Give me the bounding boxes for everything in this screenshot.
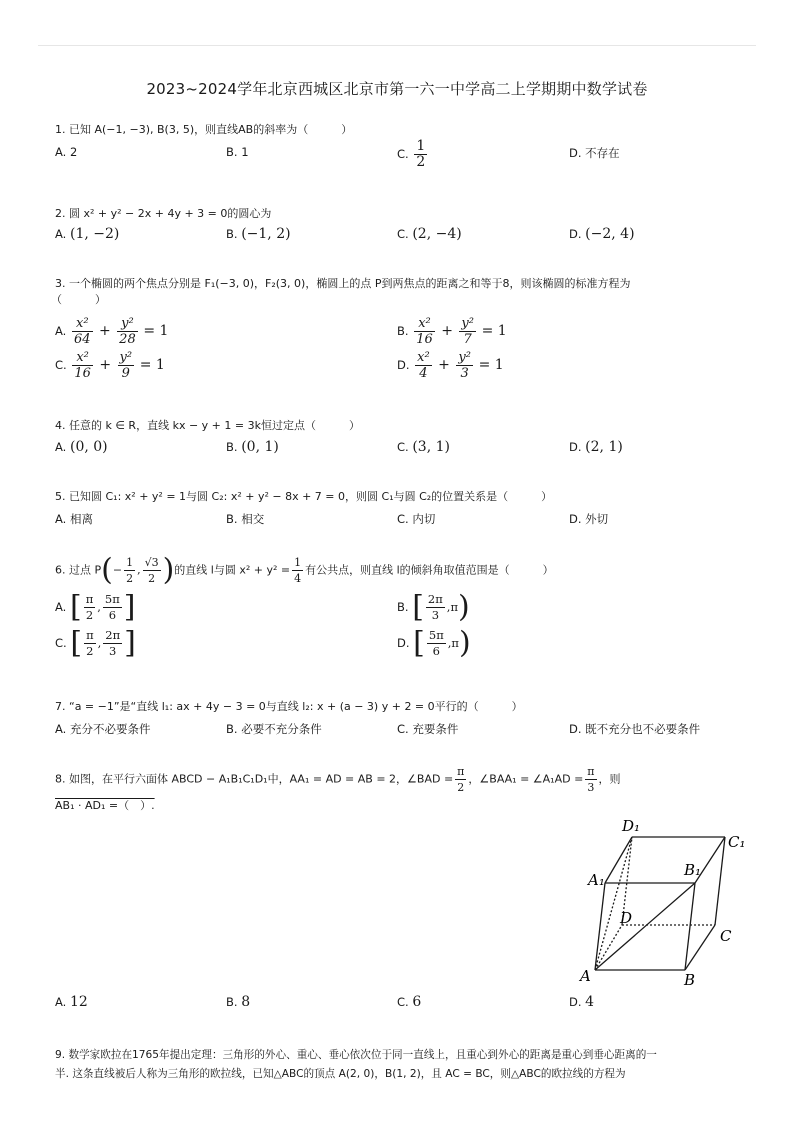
question-1	[55, 122, 754, 138]
question-2	[55, 206, 754, 222]
top-divider	[38, 45, 756, 46]
question-1-stem: 1. 已知 A(−1, −3), B(3, 5)，则直线AB的斜率为（ ）	[55, 123, 353, 136]
q1-option-b[interactable]: B. 1	[226, 145, 249, 159]
question-8-stem-b: ，∠BAA₁ = ∠A₁AD =	[468, 772, 584, 786]
vertex-label-b: B	[684, 971, 696, 989]
q5-option-c[interactable]: C. 内切	[397, 512, 436, 526]
question-8-stem-c: ，则	[598, 772, 621, 786]
q5-option-d[interactable]: D. 外切	[569, 512, 609, 526]
vertex-label-d: D	[620, 909, 633, 927]
q8-option-d[interactable]: D. 4	[569, 994, 595, 1010]
question-6: 6. 过点 P(− $\frac{1}{2}$ , $\frac{√3}{2}$ )的直线 l与圆 x² + y² = $\frac{1}{4}$ 有公共点，则直线 l的倾斜角取值范围是（ ）	[55, 552, 554, 588]
q1-option-d[interactable]: D. 不存在	[569, 146, 620, 160]
question-7	[55, 699, 754, 715]
option-label: C.	[397, 147, 409, 161]
question-3	[51, 276, 754, 308]
question-9-line-1: 9. 数学家欧拉在1765年提出定理：三角形的外心、重心、垂心依次位于同一直线上，且重心到外心的距离是重心到垂心距离的一	[55, 1049, 657, 1061]
q2-option-d[interactable]: D. (−2, 4)	[569, 226, 635, 242]
vertex-label-d1: D₁	[622, 817, 641, 835]
question-6-stem-b: 的直线 l与圆 x² + y² =	[174, 563, 291, 577]
question-8-stem-a: 8. 如图，在平行六面体 ABCD − A₁B₁C₁D₁中，AA₁ = AD = AB = 2，∠BAD =	[55, 772, 454, 786]
question-4	[55, 418, 754, 434]
q5-option-a[interactable]: A. 相离	[55, 512, 93, 526]
vertex-label-a: A	[580, 967, 591, 985]
fraction: $\frac{1}{2}$	[416, 138, 426, 170]
q2-option-b[interactable]: B. (−1, 2)	[226, 226, 291, 242]
question-8-vector-expr: AB₁ · AD₁ =（ ）.	[55, 799, 155, 812]
q4-option-a[interactable]: A. (0, 0)	[55, 439, 108, 455]
vertex-label-c: C	[720, 927, 732, 945]
q1-option-a[interactable]: A. 2	[55, 145, 78, 159]
vertex-label-b1: B₁	[684, 861, 702, 879]
q6-option-b[interactable]: B. [ $\frac{2\pi}{3}$ ,π)	[397, 589, 470, 625]
question-7-stem: 7. “a = −1”是“直线 l₁: ax + 4y − 3 = 0与直线 l₂: x + (a − 3) y + 2 = 0平行的（ ）	[55, 700, 523, 713]
q3-option-c[interactable]: C. $\frac{\text{x²}}{16}$ + $\frac{\text{y²}}{9}$ = 1	[55, 350, 165, 381]
q4-option-c[interactable]: C. (3, 1)	[397, 439, 450, 455]
q1-option-c[interactable]	[397, 139, 429, 170]
q3-option-a[interactable]: A. $\frac{\text{x²}}{64}$ + $\frac{\text{y²}}{28}$ = 1	[55, 316, 169, 347]
question-3-blank: （ ）	[51, 293, 106, 306]
q2-option-a[interactable]: A. (1, −2)	[55, 226, 120, 242]
q6-option-d[interactable]: D. [ $\frac{5\pi}{6}$ ,π)	[397, 625, 471, 661]
q3-option-d[interactable]: D. $\frac{\text{x²}}{4}$ + $\frac{\text{y²}}{3}$ = 1	[397, 350, 504, 381]
question-2-stem: 2. 圆 x² + y² − 2x + 4y + 3 = 0的圆心为	[55, 207, 272, 220]
question-9-line-2: 半. 这条直线被后人称为三角形的欧拉线，已知△ABC的顶点 A(2, 0)，B(1, 2)，且 AC = BC，则△ABC的欧拉线的方程为	[55, 1068, 626, 1080]
question-3-stem: 3. 一个椭圆的两个焦点分别是 F₁(−3, 0)，F₂(3, 0)，椭圆上的点 P到两焦点的距离之和等于8，则该椭圆的标准方程为	[55, 277, 631, 290]
question-4-stem: 4. 任意的 k ∈ R，直线 kx − y + 1 = 3k恒过定点（ ）	[55, 419, 360, 432]
parallelepiped-figure	[570, 815, 770, 995]
question-9	[55, 1046, 754, 1084]
q6-option-a[interactable]: A. [ $\frac{\pi}{2}$ , $\frac{5\pi}{6}$ ]	[55, 589, 136, 625]
q7-option-b[interactable]: B. 必要不充分条件	[226, 722, 322, 736]
q8-option-c[interactable]: C. 6	[397, 994, 422, 1010]
q3-option-b[interactable]: B. $\frac{\text{x²}}{16}$ + $\frac{\text{y²}}{7}$ = 1	[397, 316, 507, 347]
q4-option-d[interactable]: D. (2, 1)	[569, 439, 623, 455]
q5-option-b[interactable]: B. 相交	[226, 512, 265, 526]
question-8: 8. 如图，在平行六面体 ABCD − A₁B₁C₁D₁中，AA₁ = AD = AB = 2，∠BAD = $\frac{\pi}{2}$ ，∠BAA₁ = ∠A₁AD = $\frac{\pi}{3}$ ，则	[55, 765, 621, 794]
q6-option-c[interactable]: C. [ $\frac{\pi}{2}$ , $\frac{2\pi}{3}$ ]	[55, 625, 136, 661]
question-5-stem: 5. 已知圆 C₁: x² + y² = 1与圆 C₂: x² + y² − 8x + 7 = 0，则圆 C₁与圆 C₂的位置关系是（ ）	[55, 490, 553, 503]
q7-option-c[interactable]: C. 充要条件	[397, 722, 459, 736]
q4-option-b[interactable]: B. (0, 1)	[226, 439, 279, 455]
q2-option-c[interactable]: C. (2, −4)	[397, 226, 462, 242]
q8-option-a[interactable]: A. 12	[55, 994, 88, 1010]
question-6-stem-c: 有公共点，则直线 l的倾斜角取值范围是（ ）	[305, 563, 554, 577]
q7-option-a[interactable]: A. 充分不必要条件	[55, 722, 151, 736]
question-6-stem-a: 6. 过点 P	[55, 563, 102, 577]
question-5	[55, 489, 754, 505]
question-8-line2	[55, 798, 754, 814]
vertex-label-a1: A₁	[588, 871, 605, 889]
q8-option-b[interactable]: B. 8	[226, 994, 251, 1010]
q7-option-d[interactable]: D. 既不充分也不必要条件	[569, 722, 701, 736]
page-title: 2023~2024学年北京西城区北京市第一六一中学高二上学期期中数学试卷	[146, 80, 648, 98]
vertex-label-c1: C₁	[728, 833, 746, 851]
